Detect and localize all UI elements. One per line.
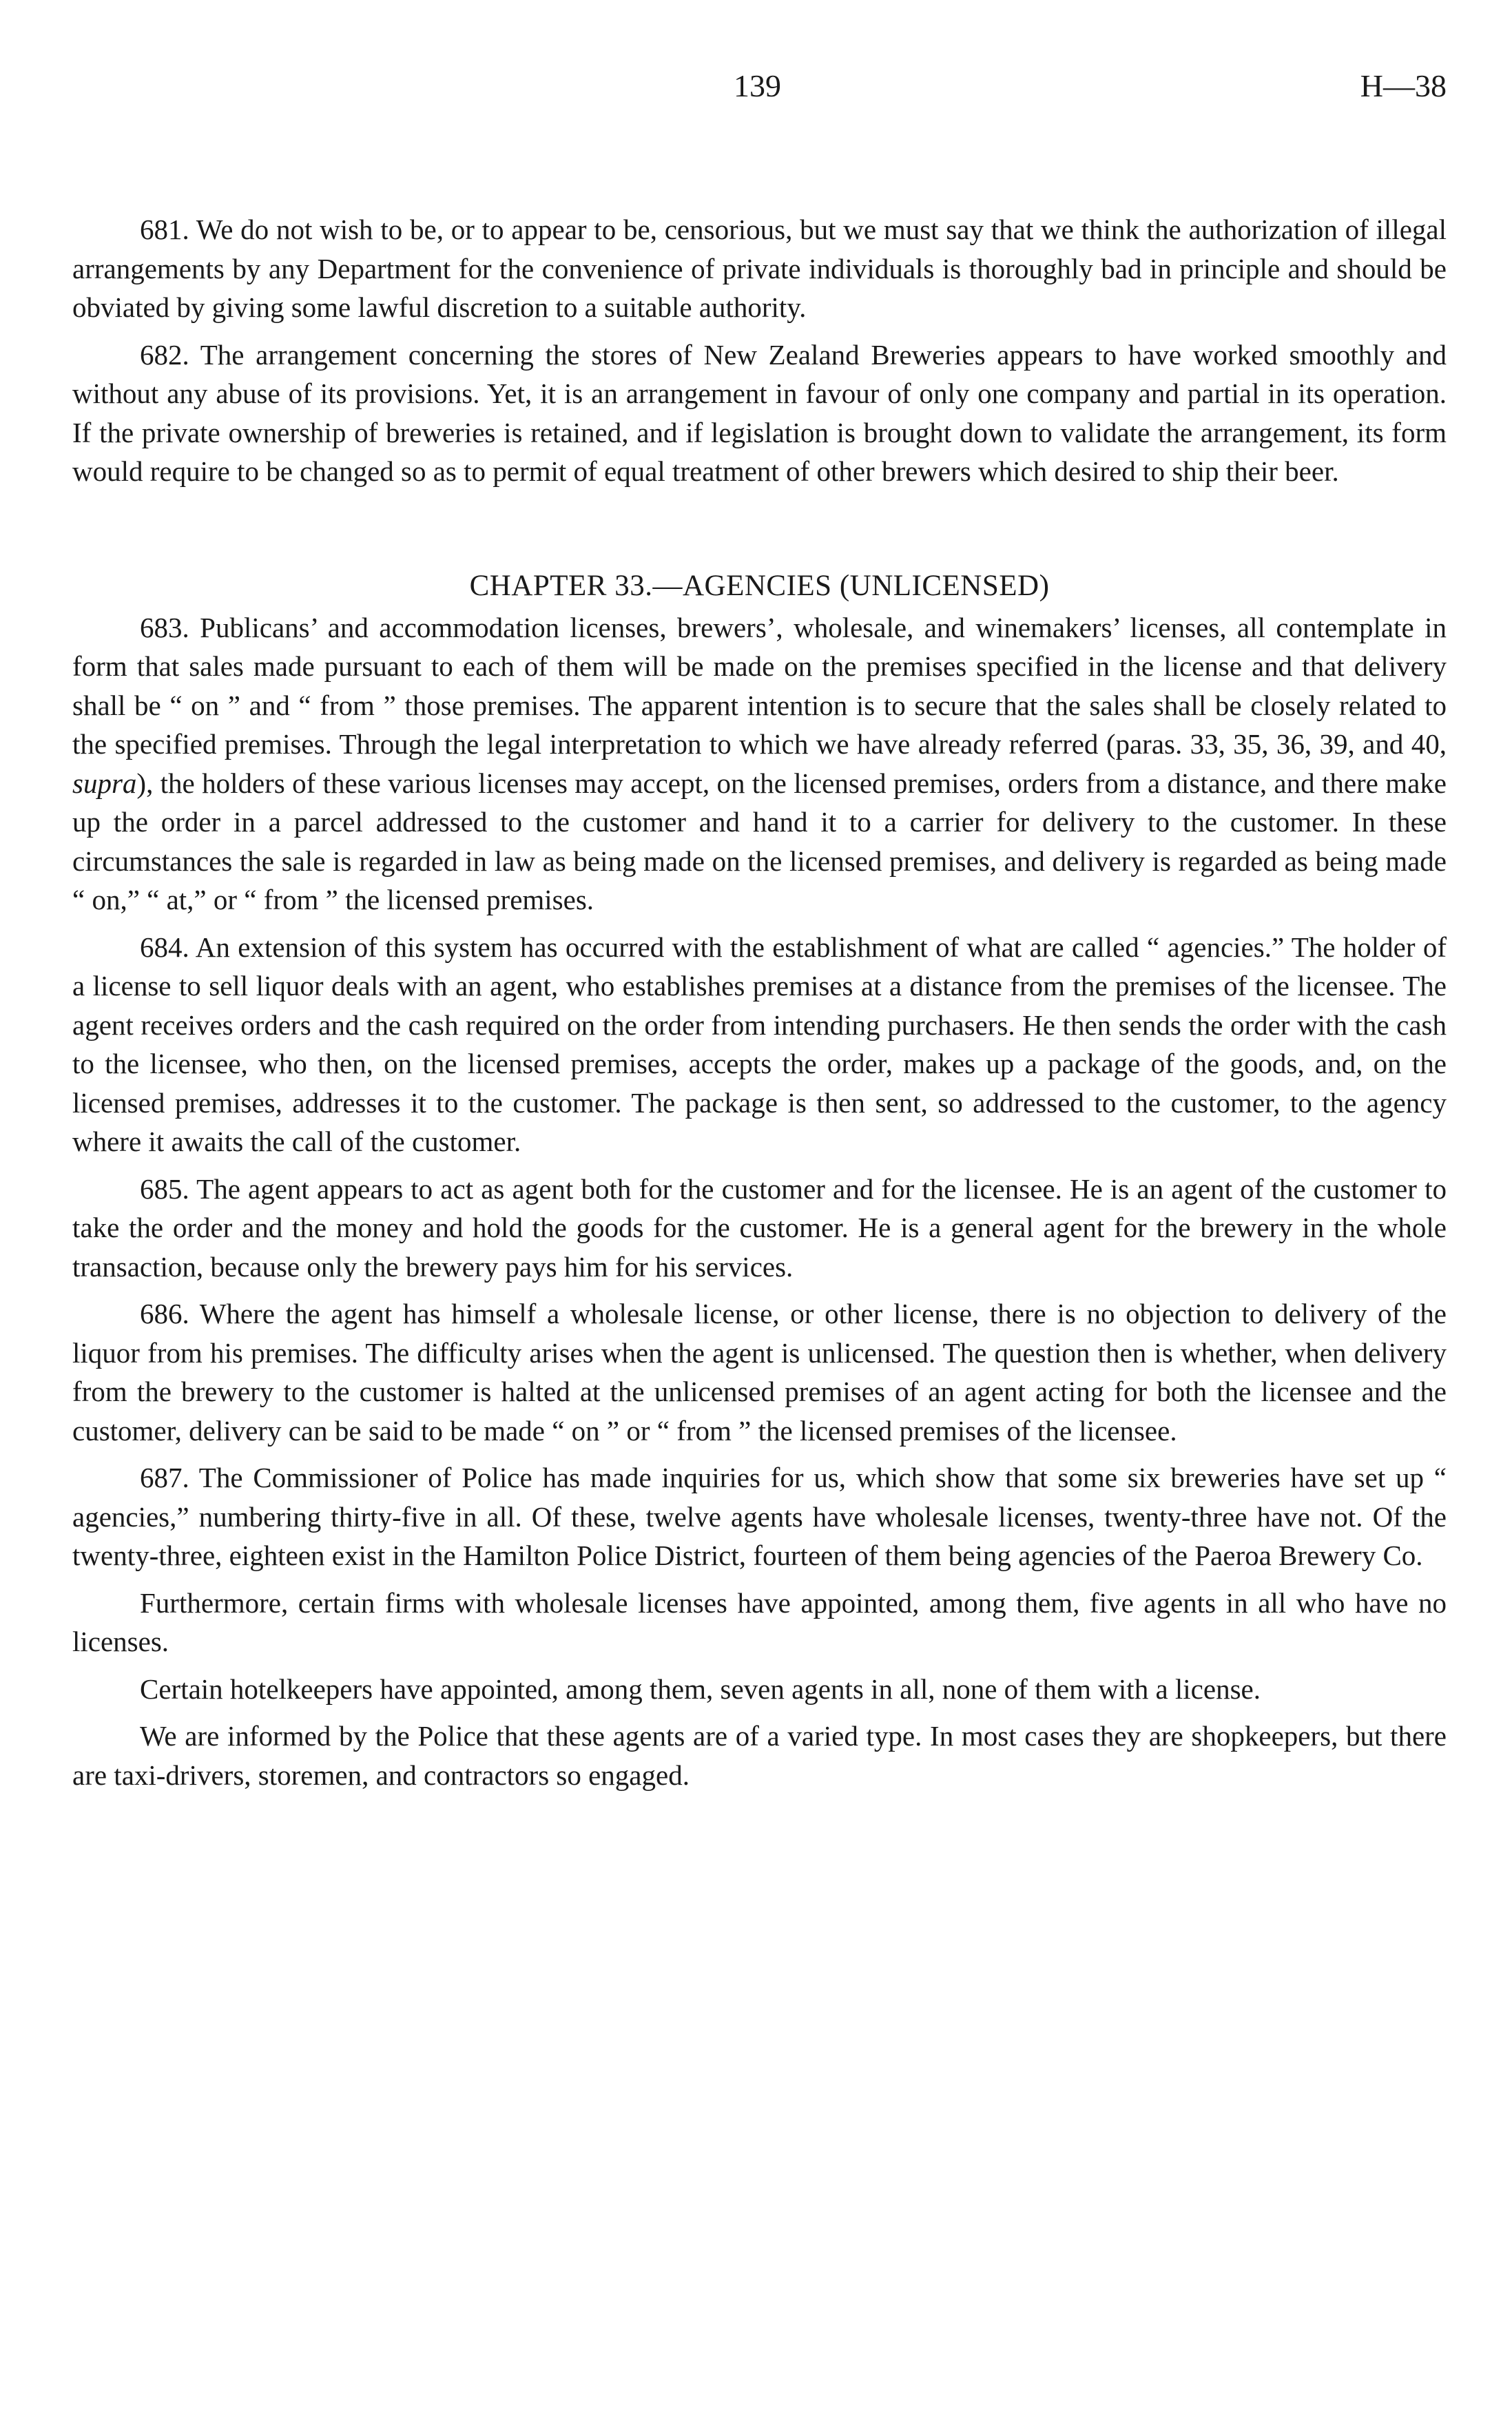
paragraph-685: 685. The agent appears to act as agent both for the customer and for the licensee. He is an agent of the customer to take the order and the money and hold the goods for the customer. He is a general agent for the brewery in the whole transaction, because only the brewery pays him for his services. [72,1172,1447,1283]
paragraph-683-text-before: 683. Publicans’ and accommodation licenses, brewers’, wholesale, and winemakers’ licenses, all contemplate in form that sales made pursuant to each of them will be made on the premises specified in the license and that delivery shall be “ on ” and “ from ” those premises. The apparent intention is to secure that the sales shall be closely related to the specified premises. Through the legal interpretation to which we have already referred (paras. 33, 35, 36, 39, and 40, [72,611,1447,760]
paragraph-687-hotelkeepers: Certain hotelkeepers have appointed, among them, seven agents in all, none of them with a license. [140,1672,1261,1705]
paragraph-682: 682. The arrangement concerning the stores of New Zealand Breweries appears to have worked smoothly and without any abuse of its provisions. Yet, it is an arrangement in favour of only one company and partial in its operation. If the private ownership of breweries is retained, and if legislation is brought down to validate the arrangement, its form would require to be changed so as to permit of equal treatment of other brewers which desired to ship their beer. [72,338,1447,487]
paragraph-683-italic-supra: supra [72,767,137,799]
chapter-heading: CHAPTER 33.—AGENCIES (UNLICENSED) [469,569,1050,602]
report-code: H—38 [1360,68,1447,103]
paragraph-687-furthermore: Furthermore, certain firms with wholesale licenses have appointed, among them, five agents in all who have no licenses. [72,1586,1447,1657]
page-header [72,65,1447,121]
paragraph-687-police: We are informed by the Police that these agents are of a varied type. In most cases they are shopkeepers, but there are taxi-drivers, storemen, and contractors so engaged. [72,1720,1447,1791]
paragraph-687: 687. The Commissioner of Police has made inquiries for us, which show that some six breweries have set up “ agencies,” numbering thirty-five in all. Of these, twelve agents have wholesale licenses, twenty-three have not. Of the twenty-three, eighteen exist in the Hamilton Police District, fourteen of them being agencies of the Paeroa Brewery Co. [72,1462,1447,1571]
paragraph-684: 684. An extension of this system has occurred with the establishment of what are called “ agencies.” The holder of a license to sell liquor deals with an agent, who establishes premises at a distance from the premises of the licensee. The agent receives orders and the cash required on the order from intending purchasers. He then sends the order with the cash to the licensee, who then, on the licensed premises, accepts the order, makes up a package of the goods, and, on the licensed premises, addresses it to the customer. The package is then sent, so addressed to the customer, to the agency where it awaits the call of the customer. [72,931,1447,1157]
page-number: 139 [734,68,781,103]
paragraph-686: 686. Where the agent has himself a wholesale license, or other license, there is no objection to delivery of the liquor from his premises. The difficulty arises when the agent is unlicensed. The question then is whether, when delivery from the brewery to the customer is halted at the unlicensed premises of an agent acting for both the licensee and the customer, delivery can be said to be made “ on ” or “ from ” the licensed premises of the licensee. [72,1298,1447,1447]
document-body [72,210,1447,1794]
paragraph-683 [72,608,1447,920]
paragraph-681: 681. We do not wish to be, or to appear to be, censorious, but we must say that we think the authorization of illegal arrangements by any Department for the convenience of private individuals is thoroughly bad in principle and should be obviated by giving some lawful discretion to a suitable authority. [72,214,1447,323]
document-page [72,65,1447,1794]
paragraph-683-text-after: ), the holders of these various licenses may accept, on the licensed premises, orders from a distance, and there make up the order in a parcel addressed to the customer and hand it to a carrier for delivery to the customer. In these circumstances the sale is regarded in law as being made on the licensed premises, and delivery is regarded as being made “ on,” “ at,” or “ from ” the licensed premises. [72,767,1447,915]
